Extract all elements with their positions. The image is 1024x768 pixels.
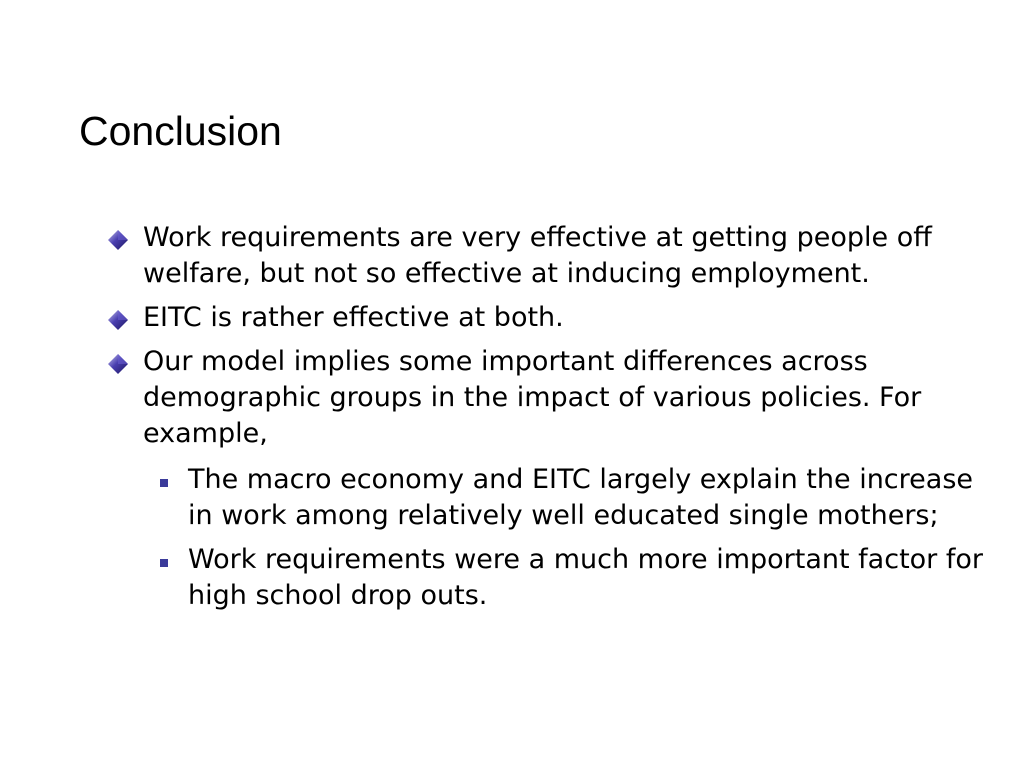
bullet-item <box>104 344 984 614</box>
sub-bullet-list <box>104 462 984 614</box>
diamond-bullet-icon <box>107 229 129 251</box>
bullet-list <box>104 220 984 622</box>
square-bullet-icon <box>160 559 168 567</box>
bullet-text: EITC is rather effective at both. <box>143 302 564 333</box>
slide-title: Conclusion <box>79 108 282 154</box>
diamond-bullet-icon <box>107 353 129 375</box>
sub-bullet-item <box>154 462 984 534</box>
diamond-bullet-icon <box>107 309 129 331</box>
square-bullet-icon <box>160 479 168 487</box>
bullet-text: Our model implies some important differences across demographic groups in the impact of various policies. For example, <box>143 346 922 449</box>
bullet-text: Work requirements are very effective at getting people off welfare, but not so effective at inducing employment. <box>143 222 932 289</box>
bullet-item <box>104 300 984 336</box>
sub-bullet-text: Work requirements were a much more important factor for high school drop outs. <box>188 544 983 611</box>
bullet-item <box>104 220 984 292</box>
sub-bullet-item <box>154 542 984 614</box>
sub-bullet-text: The macro economy and EITC largely explain the increase in work among relatively well educated single mothers; <box>188 464 973 531</box>
